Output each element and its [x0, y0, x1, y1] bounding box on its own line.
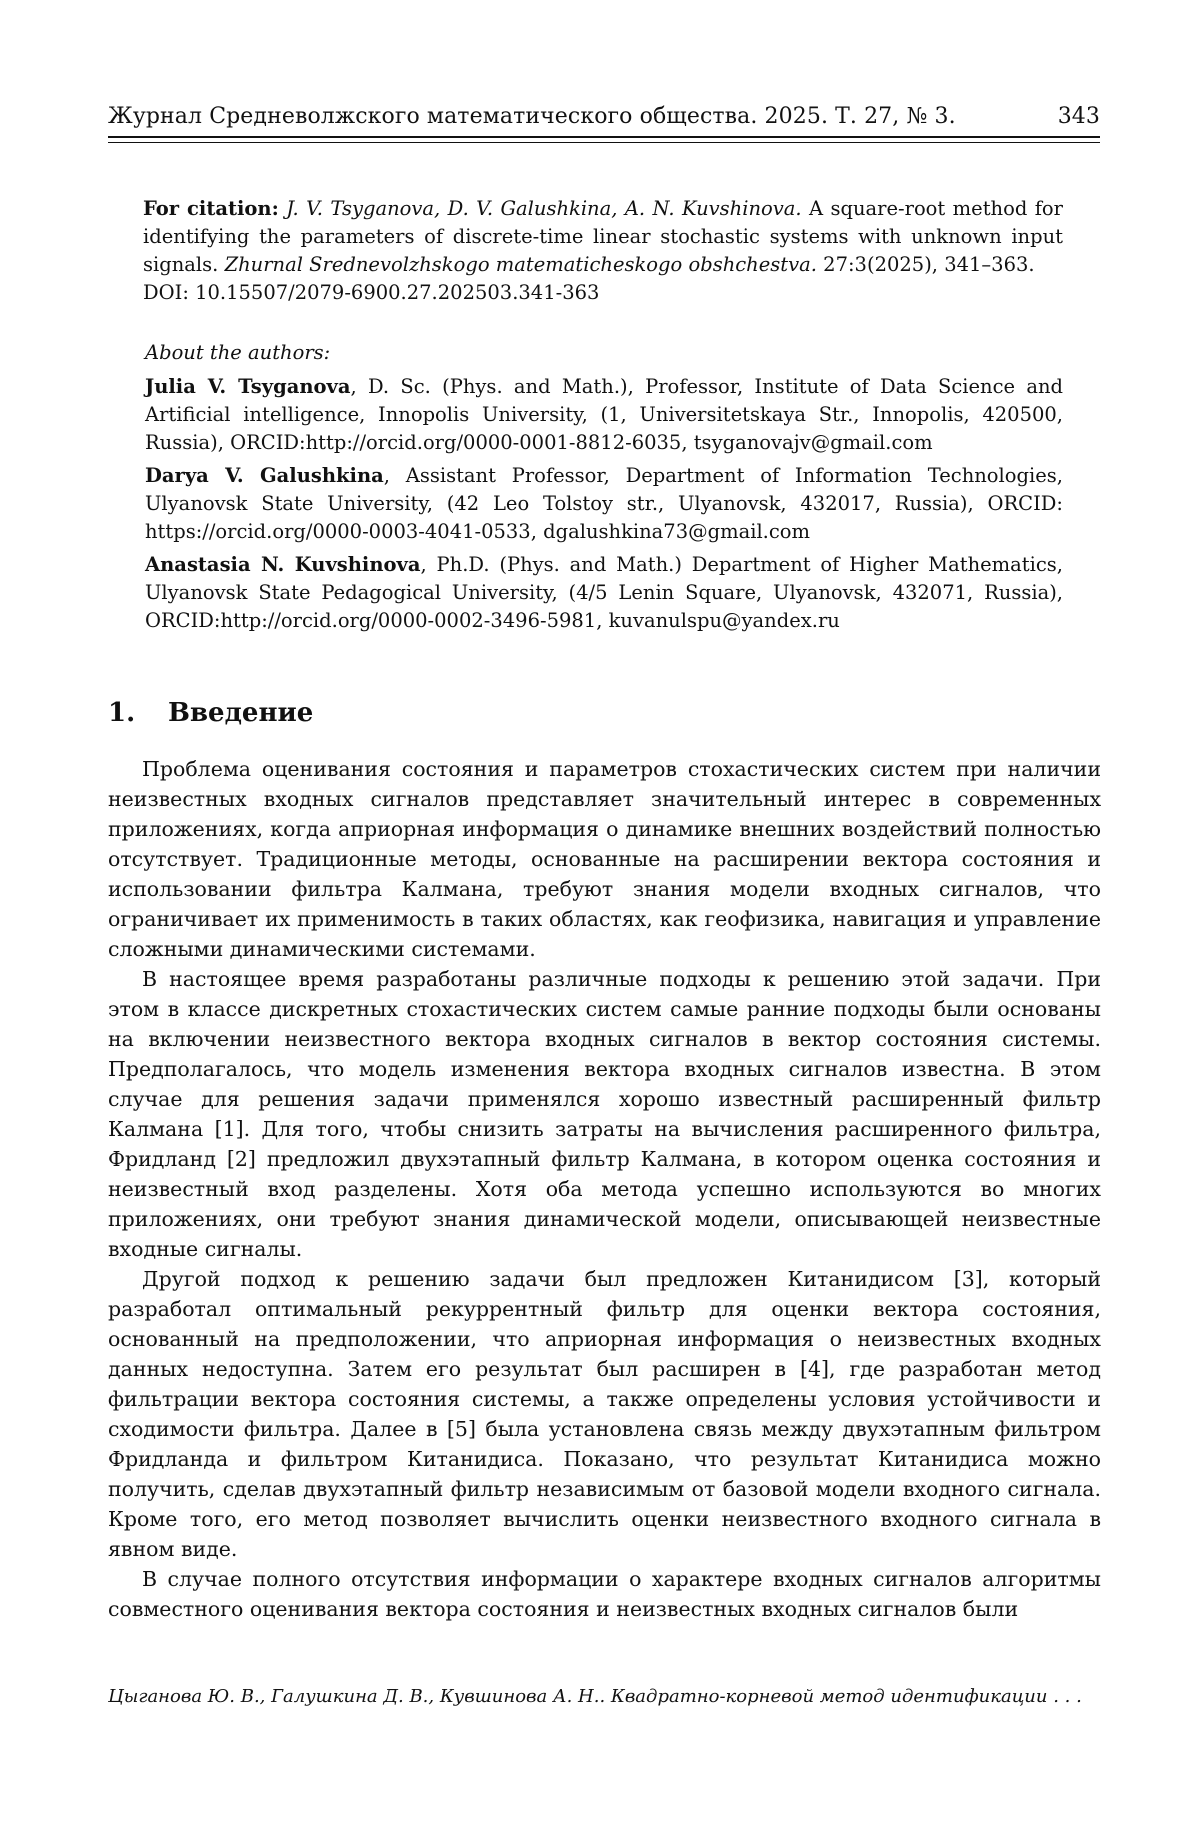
paragraph: В настоящее время разработаны различные подходы к решению этой задачи. При этом в классе дискретных стохастических систем самые ранние подходы были основаны на включении неизвестного вектора входных сигналов в вектор состояния системы. Предполагалось, что модель изменения вектора входных сигналов известна. В этом случае для решения задачи применялся хорошо известный расширенный фильтр Калмана [1]. Для того, чтобы снизить затраты на вычисления расширенного фильтра, Фридланд [2] предложил двухэтапный фильтр Калмана, в котором оценка состояния и неизвестный вход разделены. Хотя оба метода успешно используются во многих приложениях, они требуют знания динамической модели, описывающей неизвестные входные сигналы.: [108, 967, 1101, 1261]
page-number: 343: [1057, 104, 1100, 129]
header-rule-thick: [108, 136, 1100, 138]
section-heading: [108, 698, 313, 728]
citation-label: For citation:: [143, 197, 279, 220]
author-details: , Ph.D. (Phys. and Math.) Department of Higher Mathematics, Ulyanovsk State Pedagogical University, (4/5 Lenin Square, Ulyanovsk, 432071, Russia), ORCID:http://orcid.org/0000-0002-3496-5981, kuvanulspu@yandex.ru: [145, 553, 1063, 632]
author-name: Anastasia N. Kuvshinova: [145, 553, 421, 576]
citation-authors: J. V. Tsyganova, D. V. Galushkina, A. N. Kuvshinova.: [286, 197, 802, 220]
author-entry: [145, 551, 1063, 635]
header-rule-thin: [108, 142, 1100, 143]
section-title: Введение: [168, 698, 314, 728]
citation-block: [143, 195, 1063, 307]
author-name: Julia V. Tsyganova: [145, 375, 351, 398]
body-text: [108, 754, 1101, 1624]
running-footer: Цыганова Ю. В., Галушкина Д. В., Кувшинова А. Н.. Квадратно-корневой метод идентификации . . .: [108, 1686, 1082, 1707]
author-name: Darya V. Galushkina: [145, 464, 384, 487]
paragraph: В случае полного отсутствия информации о характере входных сигналов алгоритмы совместного оценивания вектора состояния и неизвестных входных сигналов были: [108, 1567, 1101, 1621]
paragraph: Проблема оценивания состояния и параметров стохастических систем при наличии неизвестных входных сигналов представляет значительный интерес в современных приложениях, когда априорная информация о динамике внешних воздействий полностью отсутствует. Традиционные методы, основанные на расширении вектора состояния и использовании фильтра Калмана, требуют знания модели входных сигналов, что ограничивает их применимость в таких областях, как геофизика, навигация и управление сложными динамическими системами.: [108, 757, 1101, 961]
author-entry: [145, 373, 1063, 457]
citation-journal: Zhurnal Srednevolzhskogo matematicheskogo obshchestva.: [224, 253, 817, 276]
citation-doi: DOI: 10.15507/2079-6900.27.202503.341-363: [143, 281, 600, 304]
author-entry: [145, 462, 1063, 546]
about-authors-heading: About the authors:: [145, 341, 331, 364]
author-details: , Assistant Professor, Department of Information Technologies, Ulyanovsk State University, (42 Leo Tolstoy str., Ulyanovsk, 432017, Russia), ORCID: https://orcid.org/0000-0003-4041-0533, dgalushkina73@gmail.com: [145, 464, 1063, 543]
paragraph: Другой подход к решению задачи был предложен Китанидисом [3], который разработал оптимальный рекуррентный фильтр для оценки вектора состояния, основанный на предположении, что априорная информация о неизвестных входных данных недоступна. Затем его результат был расширен в [4], где разработан метод фильтрации вектора состояния системы, а также определены условия устойчивости и сходимости фильтра. Далее в [5] была установлена связь между двухэтапным фильтром Фридланда и фильтром Китанидиса. Показано, что результат Китанидиса можно получить, сделав двухэтапный фильтр независимым от базовой модели входного сигнала. Кроме того, его метод позволяет вычислить оценки неизвестного входного сигнала в явном виде.: [108, 1267, 1101, 1561]
citation-volume-pages: 27:3(2025), 341–363.: [823, 253, 1035, 276]
author-details: , D. Sc. (Phys. and Math.), Professor, Institute of Data Science and Artificial intelligence, Innopolis University, (1, Universitetskaya Str., Innopolis, 420500, Russia), ORCID:http://orcid.org/0000-0001-8812-6035, tsyganovajv@gmail.com: [145, 375, 1064, 454]
journal-title: Журнал Средневолжского математического общества. 2025. Т. 27, № 3.: [108, 104, 956, 129]
running-header: [108, 104, 1100, 129]
section-number: 1.: [108, 698, 136, 728]
citation-title: A square-root method for identifying the parameters of discrete-time linear stochastic systems with unknown input signals.: [143, 197, 1063, 276]
